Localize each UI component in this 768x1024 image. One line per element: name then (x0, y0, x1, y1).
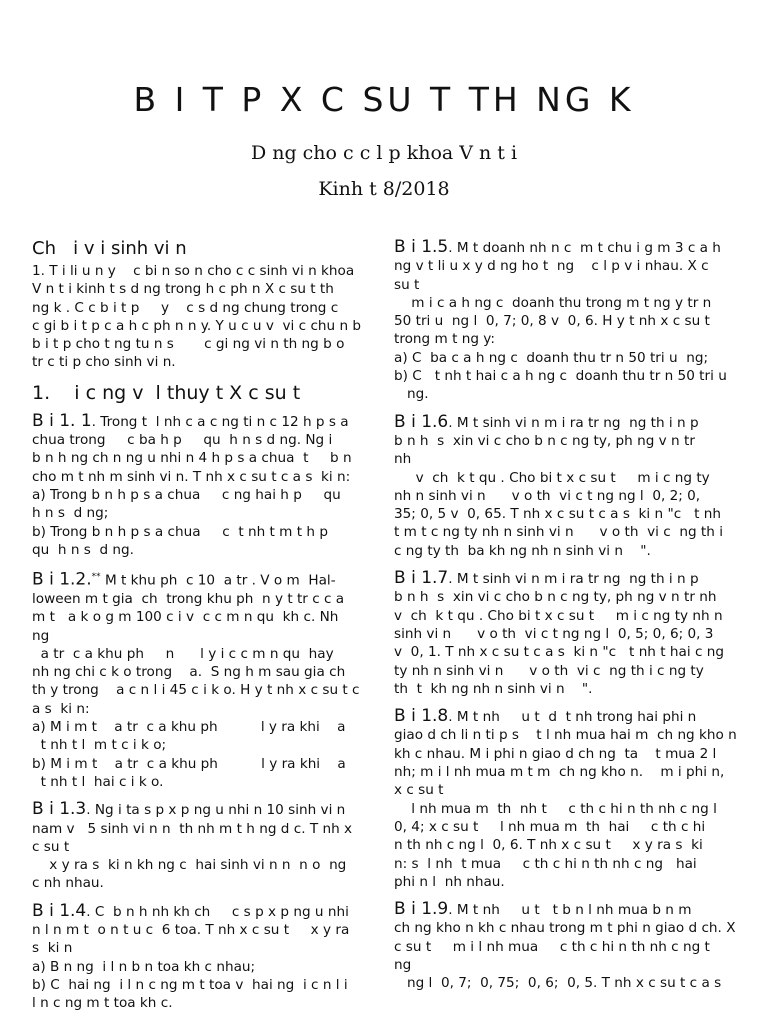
exercise-line: . M t sinh vi n m i ra tr ng ng th i n p (448, 571, 699, 588)
document-title: B I T P X C SU T TH NG K (133, 80, 635, 119)
exercise-line: sinh vi n v o th vi c t ng ng l 0, 5; 0, 6; 0, 3 (394, 625, 714, 642)
exercise-1-3 (32, 800, 388, 892)
exercise-1-5 (394, 238, 746, 404)
exercise-1-7 (394, 569, 746, 698)
exercise-label: B i 1.2. (32, 569, 92, 590)
exercise-label: B i 1.7 (394, 568, 449, 589)
exercise-line: v ch k t qu . Cho bi t x c su t m i c ng ty (394, 469, 710, 486)
exercise-line: . M t sinh vi n m i ra tr ng ng th i n p (448, 414, 699, 431)
exercise-line: t nh t l m t c i k o; (32, 737, 167, 754)
exercise-line: chua trong c ba h p qu h n s d ng. Ng i (32, 432, 333, 449)
exercise-line: kh c nhau. M i phi n giao d ch ng ta t mua 2 l (394, 745, 717, 762)
exercise-line: n: s l nh t mua c th c hi n th nh c ng hai (394, 855, 697, 872)
exercise-line: . M t nh u t t b n l nh mua b n m (448, 902, 692, 919)
exercise-line: ch ng kho n kh c nhau trong m t phi n giao d ch. X (394, 920, 736, 937)
exercise-line: b) C t nh t hai c a h ng c doanh thu tr n 50 tri u (394, 368, 727, 385)
exercise-line: x y ra s ki n kh ng c hai sinh vi n n n o ng (32, 857, 347, 874)
exercise-line: th y trong a c n l i 45 c i k o. H y t nh x c su t c (32, 682, 360, 699)
exercise-1-9 (394, 900, 746, 992)
document-subtitle: D ng cho c c l p khoa V n t i (250, 142, 518, 164)
exercise-line: c su t (32, 838, 70, 855)
exercise-line: v 0, 1. T nh x c su t c a s ki n "c t nh t hai c ng (394, 644, 724, 661)
exercise-label: B i 1. 1 (32, 410, 92, 431)
exercise-line: . Trong t l nh c a c ng ti n c 12 h p s a (91, 413, 349, 430)
exercise-line: n th nh c ng l 0, 6. T nh x c su t x y ra s ki (394, 837, 703, 854)
exercise-line: giao d ch li n ti p s t l nh mua hai m ch ng kho n (394, 727, 737, 744)
exercise-line: trong m t ng y: (394, 331, 495, 348)
exercise-line: b) C hai ng i l n c ng m t toa v hai ng i c n l i (32, 976, 348, 993)
exercise-line: c nh nhau. (32, 875, 104, 892)
exercise-line: c su t m i l nh mua c th c hi n th nh c ng t (394, 938, 710, 955)
exercise-line: m t a k o g m 100 c i v c c m n qu kh c. Nh (32, 609, 339, 626)
exercise-line: 0, 4; x c su t l nh mua m th hai c th c hi (394, 818, 706, 835)
exercise-line: b n h s xin vi c cho b n c ng ty, ph ng v n tr nh (394, 589, 717, 606)
intro-heading: Ch i v i sinh vi n (32, 238, 187, 259)
exercise-line: ng (32, 627, 50, 644)
exercise-1-1 (32, 412, 388, 559)
right-column (394, 238, 746, 1002)
exercise-line: nh (394, 451, 412, 468)
exercise-line: ng (394, 956, 412, 973)
exercise-line: su t (394, 276, 420, 293)
intro-section (32, 238, 388, 372)
exercise-line: 50 tri u ng l 0, 7; 0, 8 v 0, 6. H y t nh x c su t (394, 313, 710, 330)
exercise-line: ty nh n sinh vi n v o th vi c ng th i c ng ty (394, 662, 704, 679)
exercise-line: n l n m t o n t u c 6 toa. T nh x c su t x y ra (32, 922, 350, 939)
exercise-line: v ch k t qu . Cho bi t x c su t m i c ng ty nh n (394, 607, 723, 624)
option-b: qu h n s d ng. (32, 541, 134, 558)
exercise-note-mark: ** (91, 572, 101, 583)
exercise-label: B i 1.5 (394, 237, 449, 257)
exercise-line: a tr c a khu ph n l y i c c m n qu hay (32, 645, 334, 662)
exercise-line: th t kh ng nh n sinh vi n ". (394, 680, 593, 697)
exercise-line: b n h ng ch n ng u nhi n 4 h p s a chua t b n (32, 450, 352, 467)
left-column (32, 238, 388, 1022)
exercise-line: M t khu ph c 10 a tr . V o m Hal- (100, 572, 336, 589)
exercise-line: b) M i m t a tr c a khu ph l y ra khi a (32, 755, 346, 772)
exercise-line: a) C ba c a h ng c doanh thu tr n 50 tri u ng; (394, 349, 709, 366)
exercise-line: . C b n h nh kh ch c s p x p ng u nhi (86, 903, 349, 920)
exercise-line: s ki n (32, 940, 73, 957)
exercise-line: a) B n ng i l n b n toa kh c nhau; (32, 958, 256, 975)
exercise-label: B i 1.4 (32, 900, 87, 921)
exercise-line: nh n sinh vi n v o th vi c t ng ng l 0, 2; 0, (394, 487, 701, 504)
exercise-line: nh ng chi c k o trong a. S ng h m sau gia ch (32, 664, 346, 681)
intro-line: V n t i kinh t s d ng trong h c ph n X c su t th (32, 281, 334, 298)
exercise-line: cho m t nh m sinh vi n. T nh x c su t c a s ki n: (32, 468, 351, 485)
exercise-line: a s ki n: (32, 700, 90, 717)
exercise-line: nam v 5 sinh vi n n th nh m t h ng d c. T nh x (32, 820, 353, 837)
exercise-line: a) M i m t a tr c a khu ph l y ra khi a (32, 719, 346, 736)
exercise-line: . M t doanh nh n c m t chu i g m 3 c a h (448, 240, 721, 256)
exercise-line: l n c ng m t toa kh c. (32, 995, 173, 1012)
exercise-line: t nh t l hai c i k o. (32, 773, 164, 790)
intro-line: b i t p cho t ng tu n s c gi ng vi n th ng b o (32, 336, 345, 353)
intro-line: ng k . C c b i t p y c s d ng chung trong c (32, 299, 339, 316)
intro-line: tr c ti p cho sinh vi n. (32, 354, 176, 371)
exercise-line: ng v t li u x y d ng ho t ng c l p v i nhau. X c (394, 258, 709, 275)
intro-line: 1. T i li u n y c bi n so n cho c c sinh vi n khoa (32, 263, 355, 279)
exercise-line: ng l 0, 7; 0, 75; 0, 6; 0, 5. T nh x c su t c a s (394, 975, 722, 992)
exercise-line: m i c a h ng c doanh thu trong m t ng y tr n (394, 294, 712, 311)
exercise-label: B i 1.9 (394, 899, 449, 920)
option-a: a) Trong b n h p s a chua c ng hai h p qu (32, 486, 341, 503)
exercise-line: b n h s xin vi c cho b n c ng ty, ph ng v n tr (394, 432, 695, 449)
exercise-label: B i 1.8 (394, 706, 449, 727)
exercise-line: nh; m i l nh mua m t m ch ng kho n. m i phi n, (394, 764, 725, 781)
exercise-1-8 (394, 707, 746, 891)
exercise-line: 35; 0, 5 v 0, 65. T nh x c su t c a s ki n "c t nh (394, 506, 722, 523)
exercise-1-4 (32, 902, 388, 1013)
exercise-1-6 (394, 413, 746, 560)
option-a: h n s d ng; (32, 505, 109, 522)
exercise-line: phi n l nh nhau. (394, 873, 505, 890)
exercise-label: B i 1.3 (32, 799, 87, 820)
option-b: b) Trong b n h p s a chua c t nh t m t h p (32, 523, 328, 540)
exercise-line: x c su t (394, 782, 444, 799)
exercise-line: ng. (394, 386, 429, 403)
exercise-1-2 (32, 568, 388, 791)
exercise-label: B i 1.6 (394, 411, 449, 432)
exercise-line: . Ng i ta s p x p ng u nhi n 10 sinh vi n (86, 802, 346, 819)
exercise-line: loween m t gia ch trong khu ph n y t tr c c a (32, 590, 345, 607)
exercise-line: . M t nh u t d t nh trong hai phi n (448, 709, 697, 726)
exercise-line: l nh mua m th nh t c th c hi n th nh c ng l (394, 800, 717, 817)
section-heading: 1. i c ng v l thuy t X c su t (32, 381, 301, 404)
intro-line: c gi b i t p c a h c ph n n y. Y u c u v vi c chu n b (32, 317, 362, 334)
exercise-line: c ng ty th ba kh ng nh n sinh vi n ". (394, 542, 651, 559)
course-label: Kinh t 8/2018 (318, 178, 450, 200)
exercise-line: t m t c ng ty nh n sinh vi n v o th vi c ng th i (394, 524, 723, 541)
